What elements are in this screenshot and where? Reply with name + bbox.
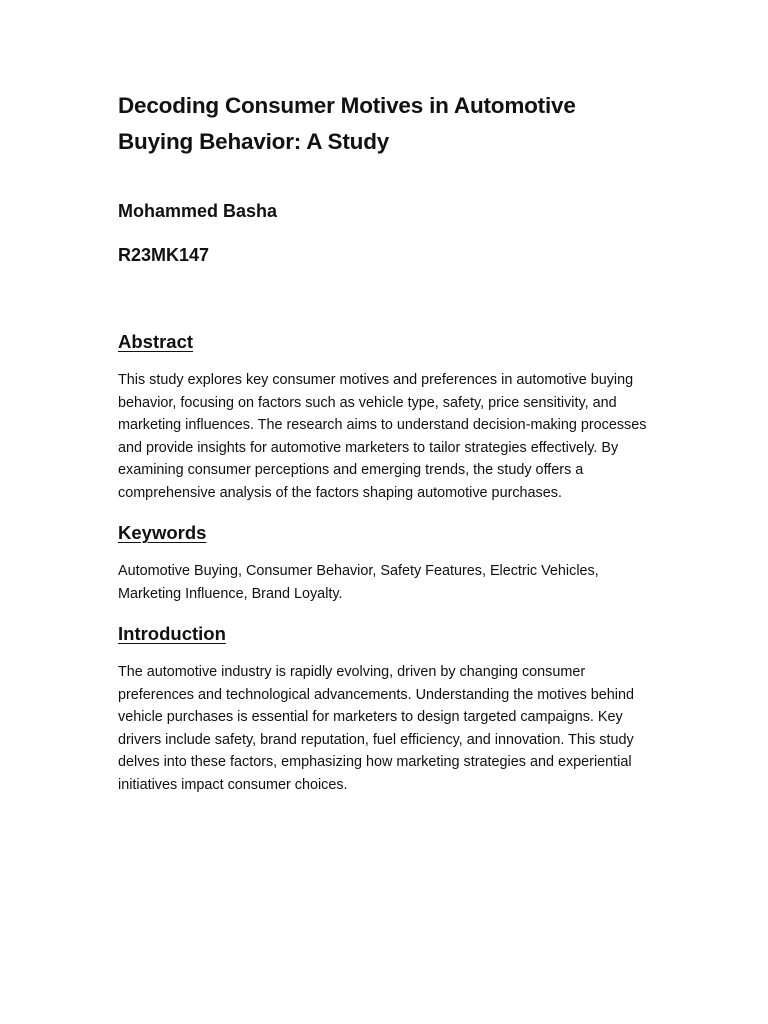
introduction-heading: Introduction	[118, 623, 226, 644]
introduction-text: The automotive industry is rapidly evolving, driven by changing consumer preferences and technological advancements. Understanding the motives behind vehicle purchases is essential for marketers to design targeted campaigns. Key drivers include safety, brand reputation, fuel efficiency, and innovation. This study delves into these factors, emphasizing how marketing strategies and experiential initiatives impact consumer choices.	[118, 664, 634, 793]
keywords-heading: Keywords	[118, 522, 207, 543]
keywords-text: Automotive Buying, Consumer Behavior, Safety Features, Electric Vehicles, Marketing Influence, Brand Loyalty.	[118, 563, 599, 602]
roll-number: R23MK147	[118, 245, 210, 265]
document-body	[118, 88, 648, 796]
abstract-text: This study explores key consumer motives and preferences in automotive buying behavior, focusing on factors such as vehicle type, safety, price sensitivity, and marketing influences. The research aims to understand decision-making processes and provide insights for automotive marketers to tailor strategies effectively. By examining consumer perceptions and emerging trends, the study offers a comprehensive analysis of the factors shaping automotive purchases.	[118, 372, 647, 501]
abstract-heading: Abstract	[118, 331, 194, 352]
author-name: Mohammed Basha	[118, 201, 278, 221]
paper-title: Decoding Consumer Motives in Automotive Buying Behavior: A Study	[118, 93, 576, 154]
